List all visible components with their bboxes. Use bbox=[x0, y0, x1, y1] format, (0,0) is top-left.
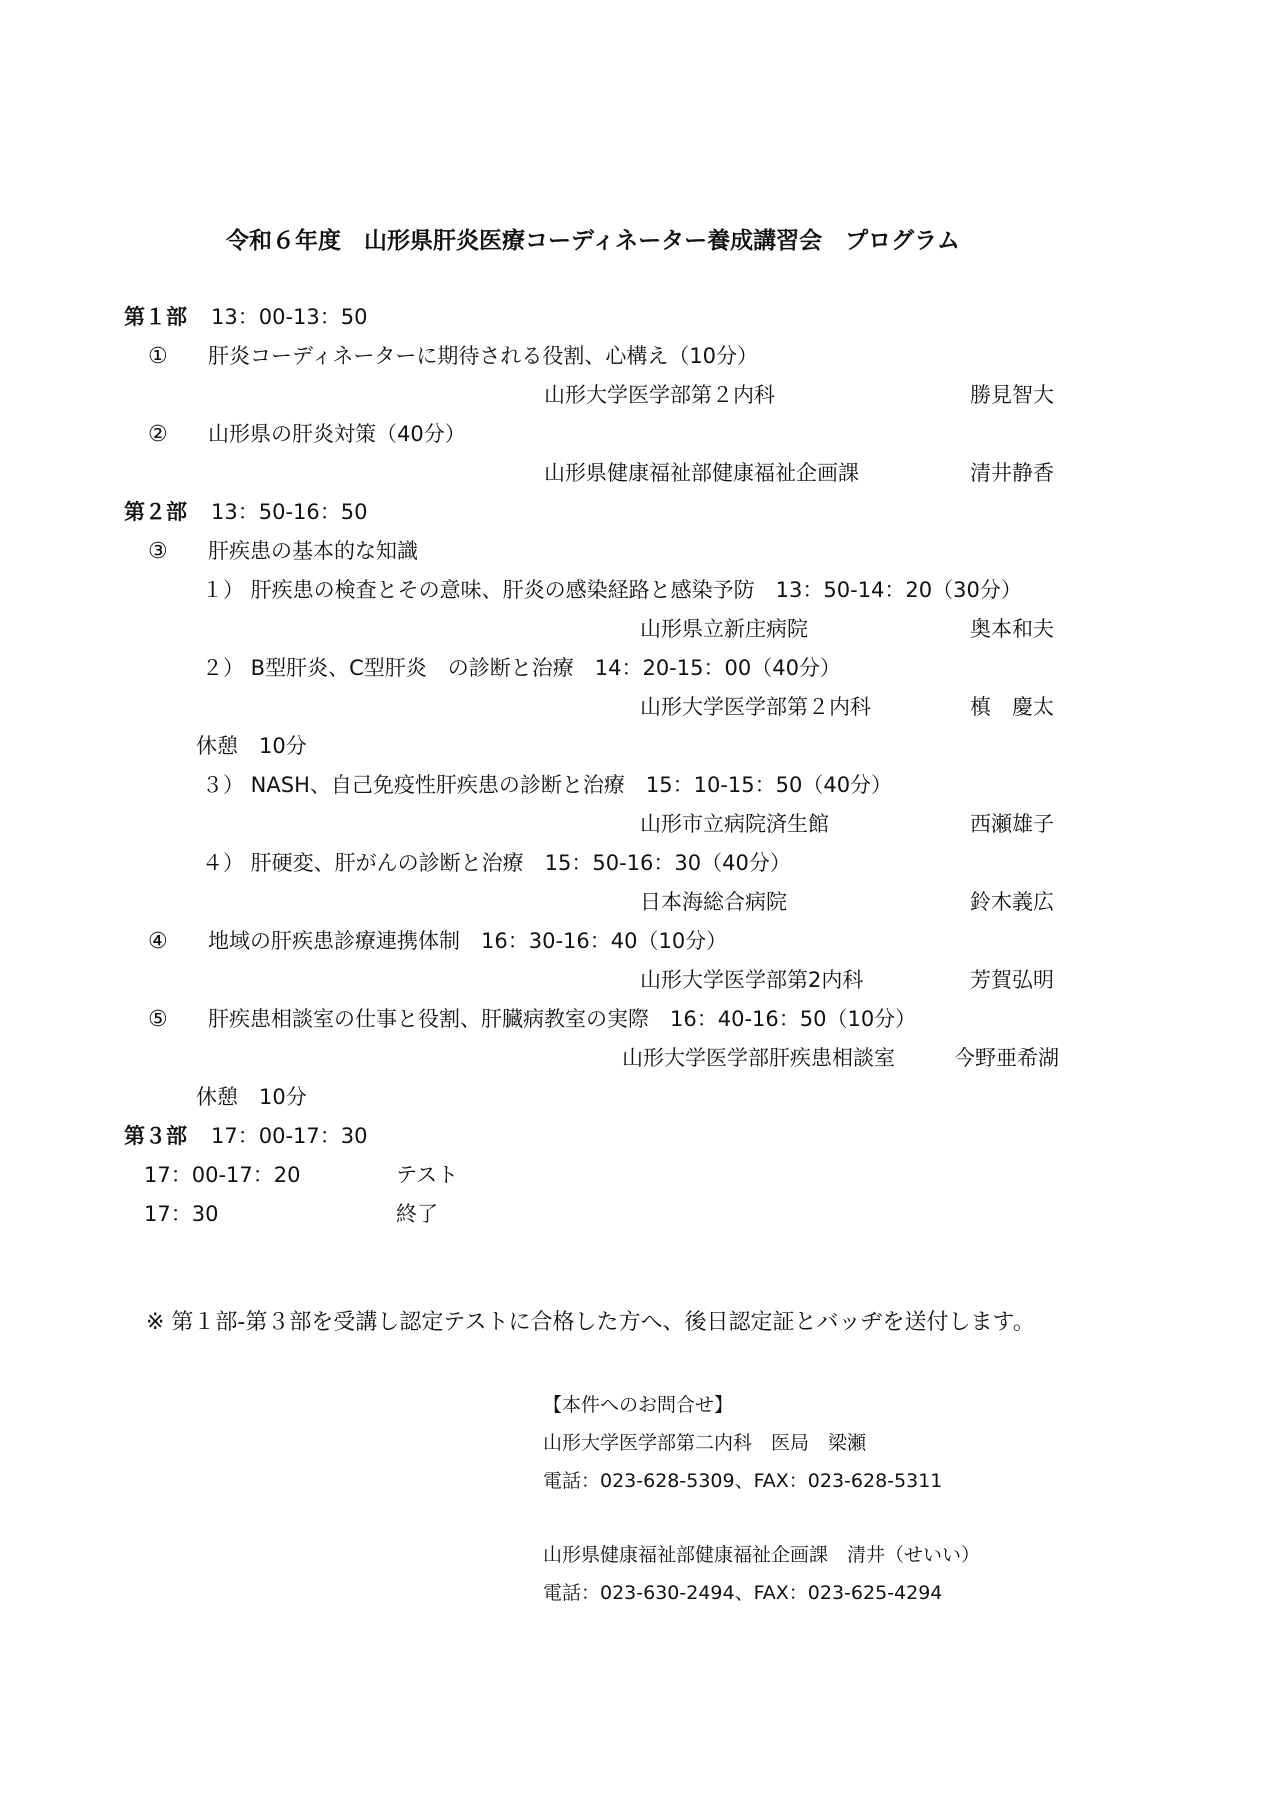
contact1-name: 山形大学医学部第二内科 医局 梁瀬 bbox=[543, 1432, 867, 1454]
session3-title: 肝疾患の基本的な知識 bbox=[208, 539, 418, 563]
session1-affiliation: 山形大学医学部第２内科 bbox=[544, 383, 775, 407]
part2-time: 13：50-16：50 bbox=[211, 500, 368, 524]
contact2-name: 山形県健康福祉部健康福祉企画課 清井（せいい） bbox=[543, 1544, 981, 1566]
session3-number: ③ bbox=[148, 539, 168, 564]
session5-title: 肝疾患相談室の仕事と役割、肝臓病教室の実際 16：40-16：50（10分） bbox=[208, 1007, 917, 1031]
contact1-phone: 電話：023-628-5309、FAX：023-628-5311 bbox=[543, 1470, 943, 1492]
subsession4-speaker: 鈴木義広 bbox=[970, 890, 1054, 914]
contact-heading: 【本件へのお問合せ】 bbox=[543, 1394, 734, 1416]
session4-speaker: 芳賀弘明 bbox=[970, 968, 1054, 992]
break-2: 休憩 10分 bbox=[196, 1085, 307, 1109]
subsession1-affiliation: 山形県立新庄病院 bbox=[640, 617, 808, 641]
part3-row1-time: 17：00-17：20 bbox=[144, 1163, 301, 1187]
part3-label: 第３部 bbox=[124, 1124, 187, 1148]
subsession4-affiliation: 日本海総合病院 bbox=[640, 890, 787, 914]
page-title: 令和６年度 山形県肝炎医療コーディネーター養成講習会 プログラム bbox=[226, 228, 960, 254]
part1-label: 第１部 bbox=[124, 305, 187, 329]
subsession4-title: ４） 肝硬変、肝がんの診断と治療 15：50-16：30（40分） bbox=[202, 851, 791, 875]
part2-label: 第２部 bbox=[124, 500, 187, 524]
contact2-phone: 電話：023-630-2494、FAX：023-625-4294 bbox=[543, 1582, 943, 1604]
session1-number: ① bbox=[148, 344, 168, 369]
session2-number: ② bbox=[148, 422, 168, 447]
part1-time: 13：00-13：50 bbox=[211, 305, 368, 329]
session4-number: ④ bbox=[148, 929, 168, 954]
session2-title: 山形県の肝炎対策（40分） bbox=[208, 422, 466, 446]
session5-number: ⑤ bbox=[148, 1007, 168, 1032]
session5-speaker: 今野亜希湖 bbox=[954, 1046, 1059, 1070]
subsession3-speaker: 西瀬雄子 bbox=[970, 812, 1054, 836]
certification-note: ※ 第１部-第３部を受講し認定テストに合格した方へ、後日認定証とバッヂを送付します。 bbox=[146, 1310, 1035, 1335]
session1-speaker: 勝見智大 bbox=[970, 383, 1054, 407]
session5-affiliation: 山形大学医学部肝疾患相談室 bbox=[622, 1046, 895, 1070]
part3-header bbox=[124, 1126, 367, 1147]
subsession2-affiliation: 山形大学医学部第２内科 bbox=[640, 695, 871, 719]
subsession1-title: １） 肝疾患の検査とその意味、肝炎の感染経路と感染予防 13：50-14：20（30分） bbox=[202, 578, 1022, 602]
session2-affiliation: 山形県健康福祉部健康福祉企画課 bbox=[544, 461, 859, 485]
subsession2-speaker: 槙 慶太 bbox=[970, 695, 1054, 719]
session4-title: 地域の肝疾患診療連携体制 16：30-16：40（10分） bbox=[208, 929, 728, 953]
subsession2-title: ２） B型肝炎、C型肝炎 の診断と治療 14：20-15：00（40分） bbox=[202, 656, 841, 680]
part3-row1-label: テスト bbox=[396, 1163, 459, 1187]
subsession3-affiliation: 山形市立病院済生館 bbox=[640, 812, 829, 836]
part1-header bbox=[124, 307, 367, 328]
session4-affiliation: 山形大学医学部第2内科 bbox=[640, 968, 864, 992]
part3-row2-label: 終了 bbox=[396, 1202, 438, 1226]
subsession3-title: ３） NASH、自己免疫性肝疾患の診断と治療 15：10-15：50（40分） bbox=[202, 773, 893, 797]
break-1: 休憩 10分 bbox=[196, 734, 307, 758]
part3-time: 17：00-17：30 bbox=[211, 1124, 368, 1148]
session1-title: 肝炎コーディネーターに期待される役割、心構え（10分） bbox=[208, 344, 759, 368]
subsession1-speaker: 奥本和夫 bbox=[970, 617, 1054, 641]
part3-row2-time: 17：30 bbox=[144, 1202, 219, 1226]
session2-speaker: 清井静香 bbox=[970, 461, 1054, 485]
part2-header bbox=[124, 502, 367, 523]
